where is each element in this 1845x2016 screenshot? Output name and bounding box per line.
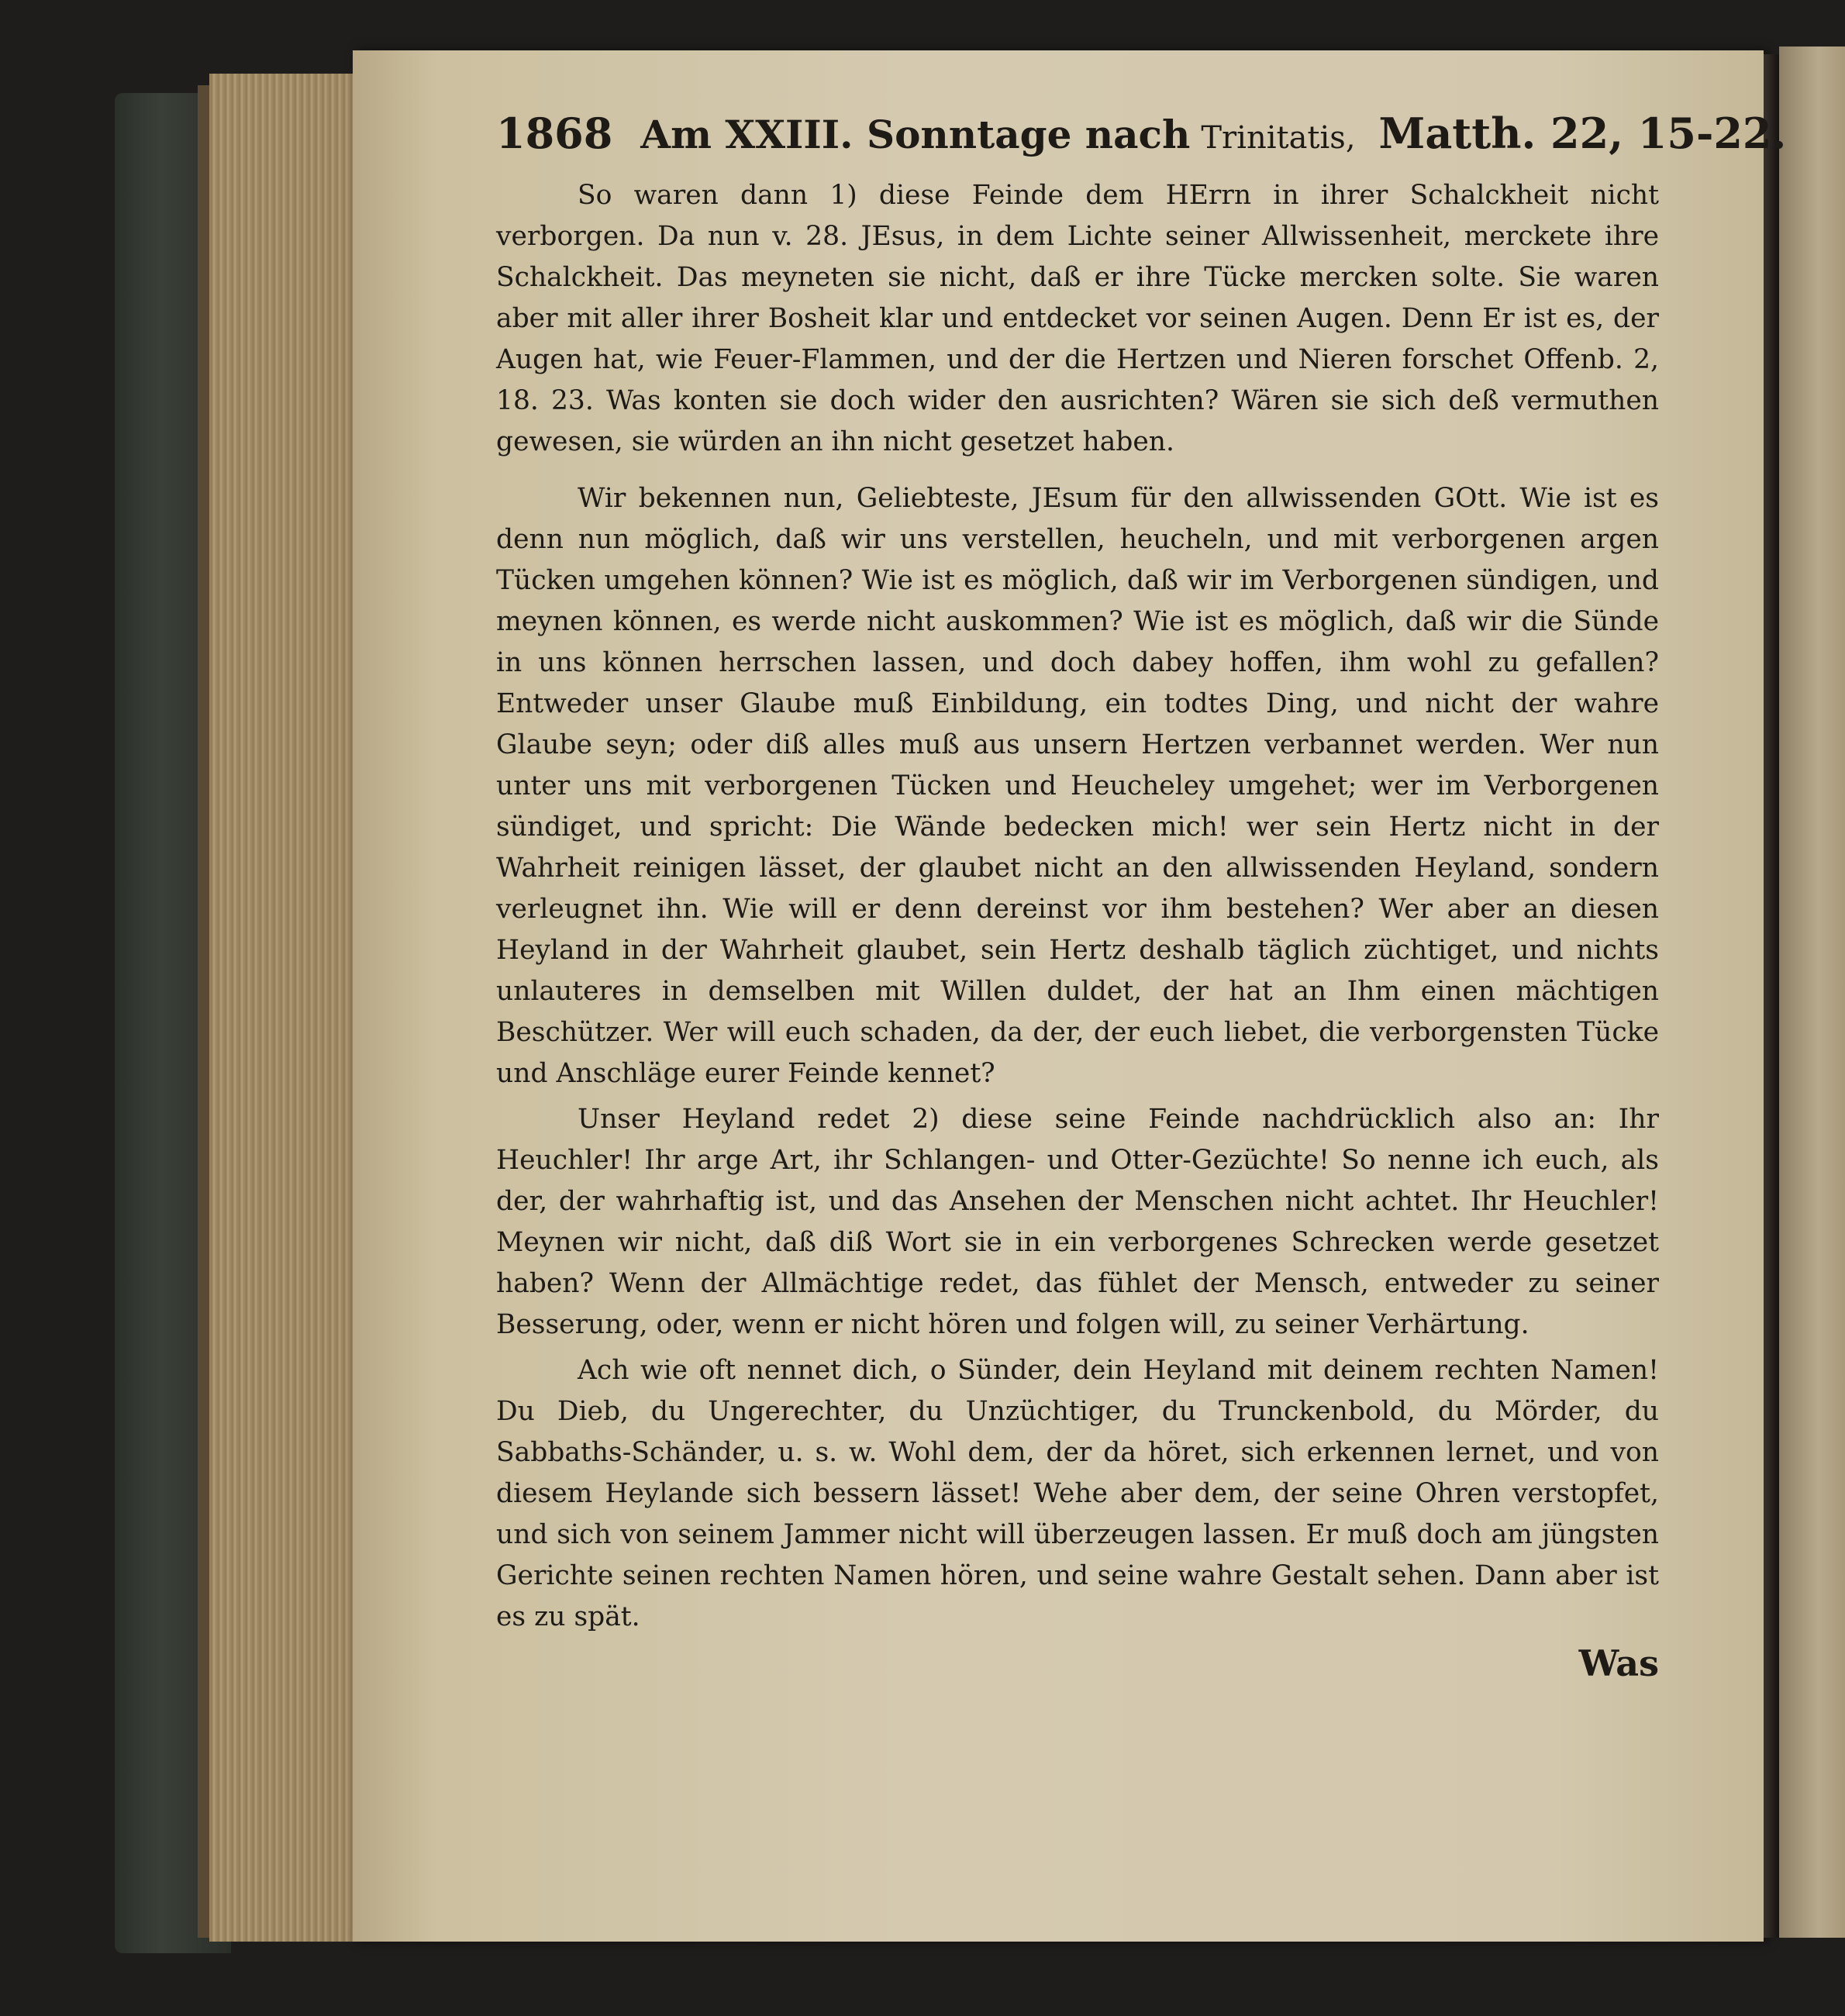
book-gutter bbox=[1764, 54, 1779, 1938]
scripture-reference: Matth. 22, 15-22. bbox=[1378, 109, 1787, 158]
page-block-edges bbox=[209, 74, 364, 1942]
running-title: Am XXIII. Sonntage nach bbox=[640, 112, 1191, 157]
paragraph-1: So waren dann 1) diese Feinde dem HErrn in ihrer Schalckheit nicht verborgen. Da nun v. 28. JEsus, in dem Lichte seiner Allwissenheit, merckete ihre Schalckheit. Das meyneten sie nicht, daß er ihre Tücke mercken solte. Sie waren aber mit aller ihrer Bosheit klar und entdecket vor seinen Augen. Denn Er ist es, der Augen hat, wie Feuer-Flammen, und der die Hertzen und Nieren forschet Offenb. 2, 18. 23. Was konten sie doch wider den ausrichten? Wären sie sich deß vermuthen gewesen, sie würden an ihn nicht gesetzet haben. bbox=[496, 180, 1659, 457]
paragraph-2: Wir bekennen nun, Geliebteste, JEsum für den allwissenden GOtt. Wie ist es denn nun möglich, daß wir uns verstellen, heucheln, und mit verborgenen argen Tücken umgehen können? Wie ist es möglich, daß wir im Verborgenen sündigen, und meynen können, es werde nicht auskommen? Wie ist es möglich, daß wir die Sünde in uns können herrschen lassen, und doch dabey hoffen, ihm wohl zu gefallen? Entweder unser Glaube muß Einbildung, ein todtes Ding, und nicht der wahre Glaube seyn; oder diß alles muß aus unsern Hertzen verbannet werden. Wer nun unter uns mit verborgenen Tücken und Heucheley umgehet; wer im Verborgenen sündiget, und spricht: Die Wände bedecken mich! wer sein Hertz nicht in der Wahrheit reinigen lässet, der glaubet nicht an den allwissenden Heyland, sondern verleugnet ihn. Wie will er denn dereinst vor ihm bestehen? Wer aber an diesen Heyland in der Wahrheit glaubet, sein Hertz deshalb täglich züchtiget, und nichts unlauteres in demselben mit Willen duldet, der hat an Ihm einen mächtigen Beschützer. Wer will euch schaden, da der, der euch liebet, die verborgensten Tücke und Anschläge eurer Feinde kennet? bbox=[496, 483, 1659, 1089]
page-text-block bbox=[496, 109, 1787, 1697]
paragraph-3: Unser Heyland redet 2) diese seine Feinde nachdrücklich also an: Ihr Heuchler! Ihr arge Art, ihr Schlangen- und Otter-Gezüchte! So nenne ich euch, als der, der wahrhaftig ist, und das Ansehen der Menschen nicht achtet. Ihr Heuchler! Meynen wir nicht, daß diß Wort sie in ein verborgenes Schrecken werde gesetzet haben? Wenn der Allmächtige redet, das fühlet der Mensch, entweder zu seiner Besserung, oder, wenn er nicht hören und folgen will, zu seiner Verhärtung. bbox=[496, 1104, 1659, 1340]
catchword: Was bbox=[1578, 1642, 1659, 1684]
page-number: 1868 bbox=[496, 109, 613, 158]
running-title-trinitatis: Trinitatis, bbox=[1201, 120, 1356, 156]
running-head bbox=[496, 109, 1787, 158]
facing-page-edge bbox=[1779, 47, 1845, 1938]
paragraph-4: Ach wie oft nennet dich, o Sünder, dein Heyland mit deinem rechten Namen! Du Dieb, du Ungerechter, du Unzüchtiger, du Trunckenbold, du Mörder, du Sabbaths-Schänder, u. s. w. Wohl dem, der da höret, sich erkennen lernet, und von diesem Heylande sich bessern lässet! Wehe aber dem, der seine Ohren verstopfet, und sich von seinem Jammer nicht will überzeugen lassen. Er muß doch am jüngsten Gerichte seinen rechten Namen hören, und seine wahre Gestalt sehen. Dann aber ist es zu spät. bbox=[496, 1355, 1659, 1632]
